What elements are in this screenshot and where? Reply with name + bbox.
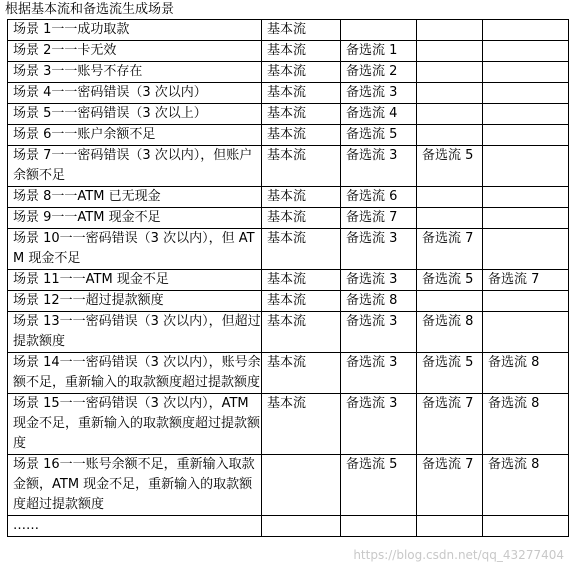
flow-cell-3: 备选流 5 [417, 146, 483, 187]
table-row [8, 455, 569, 516]
table-caption: 根据基本流和备选流生成场景 [5, 2, 175, 17]
flow-cell-1: 基本流 [262, 312, 341, 353]
flow-cell-1: 基本流 [262, 83, 341, 104]
scenario-cell: 场景 10一一密码错误（3 次以内），但 ATM 现金不足 [8, 229, 262, 270]
table-row [8, 516, 569, 537]
flow-cell-4 [483, 516, 569, 537]
flow-cell-1: 基本流 [262, 291, 341, 312]
scenario-cell: …… [8, 516, 262, 537]
flow-cell-3: 备选流 7 [417, 229, 483, 270]
scenario-cell: 场景 4一一密码错误（3 次以内） [8, 83, 262, 104]
table-row [8, 125, 569, 146]
flow-cell-2: 备选流 4 [341, 104, 417, 125]
scenario-cell: 场景 12一一超过提款额度 [8, 291, 262, 312]
flow-cell-1: 基本流 [262, 125, 341, 146]
flow-cell-2: 备选流 3 [341, 83, 417, 104]
flow-cell-4 [483, 20, 569, 41]
flow-cell-2: 备选流 2 [341, 62, 417, 83]
flow-cell-2: 备选流 8 [341, 291, 417, 312]
flow-cell-3: 备选流 7 [417, 455, 483, 516]
flow-cell-3 [417, 104, 483, 125]
flow-cell-4 [483, 187, 569, 208]
flow-cell-4 [483, 208, 569, 229]
flow-cell-3 [417, 516, 483, 537]
flow-cell-1: 基本流 [262, 41, 341, 62]
flow-cell-2: 备选流 3 [341, 229, 417, 270]
flow-cell-1: 基本流 [262, 20, 341, 41]
scenario-cell: 场景 14一一密码错误（3 次以内），账号余额不足，重新输入的取款额度超过提款额度 [8, 353, 262, 394]
flow-cell-1: 基本流 [262, 229, 341, 270]
flow-cell-3 [417, 62, 483, 83]
flow-cell-4: 备选流 8 [483, 394, 569, 455]
flow-cell-1: 基本流 [262, 187, 341, 208]
flow-cell-3: 备选流 5 [417, 353, 483, 394]
scenario-table-body [8, 20, 569, 537]
scenario-cell: 场景 7一一密码错误（3 次以内），但账户余额不足 [8, 146, 262, 187]
flow-cell-2 [341, 20, 417, 41]
flow-cell-1 [262, 455, 341, 516]
flow-cell-1: 基本流 [262, 104, 341, 125]
flow-cell-4 [483, 62, 569, 83]
flow-cell-2: 备选流 6 [341, 187, 417, 208]
scenario-cell: 场景 16一一账号余额不足，重新输入取款金额，ATM 现金不足，重新输入的取款额度超过提款额度 [8, 455, 262, 516]
flow-cell-1: 基本流 [262, 353, 341, 394]
scenario-cell: 场景 5一一密码错误（3 次以上） [8, 104, 262, 125]
flow-cell-4 [483, 312, 569, 353]
table-row [8, 187, 569, 208]
scenario-cell: 场景 6一一账户余额不足 [8, 125, 262, 146]
table-row [8, 41, 569, 62]
flow-cell-2: 备选流 3 [341, 394, 417, 455]
scenario-cell: 场景 8一一ATM 已无现金 [8, 187, 262, 208]
flow-cell-1 [262, 516, 341, 537]
flow-cell-3 [417, 125, 483, 146]
flow-cell-3: 备选流 8 [417, 312, 483, 353]
scenario-cell: 场景 1一一成功取款 [8, 20, 262, 41]
flow-cell-2 [341, 516, 417, 537]
table-row [8, 229, 569, 270]
scenario-table [7, 19, 569, 537]
scenario-cell: 场景 2一一卡无效 [8, 41, 262, 62]
table-row [8, 20, 569, 41]
flow-cell-2: 备选流 3 [341, 146, 417, 187]
flow-cell-4: 备选流 8 [483, 353, 569, 394]
flow-cell-1: 基本流 [262, 62, 341, 83]
flow-cell-4: 备选流 7 [483, 270, 569, 291]
flow-cell-4 [483, 291, 569, 312]
flow-cell-1: 基本流 [262, 208, 341, 229]
flow-cell-3 [417, 83, 483, 104]
table-row [8, 270, 569, 291]
flow-cell-2: 备选流 7 [341, 208, 417, 229]
flow-cell-3 [417, 208, 483, 229]
scenario-cell: 场景 11一一ATM 现金不足 [8, 270, 262, 291]
flow-cell-3 [417, 187, 483, 208]
flow-cell-4 [483, 146, 569, 187]
flow-cell-2: 备选流 3 [341, 312, 417, 353]
flow-cell-2: 备选流 1 [341, 41, 417, 62]
table-row [8, 208, 569, 229]
flow-cell-1: 基本流 [262, 394, 341, 455]
flow-cell-2: 备选流 3 [341, 270, 417, 291]
scenario-cell: 场景 15一一密码错误（3 次以内），ATM 现金不足，重新输入的取款额度超过提款额度 [8, 394, 262, 455]
flow-cell-3 [417, 41, 483, 62]
flow-cell-4 [483, 104, 569, 125]
table-row [8, 312, 569, 353]
table-row [8, 291, 569, 312]
scenario-cell: 场景 13一一密码错误（3 次以内），但超过提款额度 [8, 312, 262, 353]
flow-cell-4 [483, 229, 569, 270]
flow-cell-2: 备选流 5 [341, 125, 417, 146]
flow-cell-4: 备选流 8 [483, 455, 569, 516]
flow-cell-1: 基本流 [262, 146, 341, 187]
flow-cell-3: 备选流 7 [417, 394, 483, 455]
table-row [8, 146, 569, 187]
scenario-cell: 场景 9一一ATM 现金不足 [8, 208, 262, 229]
flow-cell-4 [483, 41, 569, 62]
flow-cell-3: 备选流 5 [417, 270, 483, 291]
flow-cell-2: 备选流 3 [341, 353, 417, 394]
table-row [8, 62, 569, 83]
flow-cell-3 [417, 20, 483, 41]
flow-cell-4 [483, 125, 569, 146]
table-row [8, 104, 569, 125]
watermark: https://blog.csdn.net/qq_43277404 [353, 548, 564, 562]
scenario-cell: 场景 3一一账号不存在 [8, 62, 262, 83]
flow-cell-3 [417, 291, 483, 312]
flow-cell-2: 备选流 5 [341, 455, 417, 516]
flow-cell-4 [483, 83, 569, 104]
table-row [8, 394, 569, 455]
table-row [8, 353, 569, 394]
flow-cell-1: 基本流 [262, 270, 341, 291]
table-row [8, 83, 569, 104]
